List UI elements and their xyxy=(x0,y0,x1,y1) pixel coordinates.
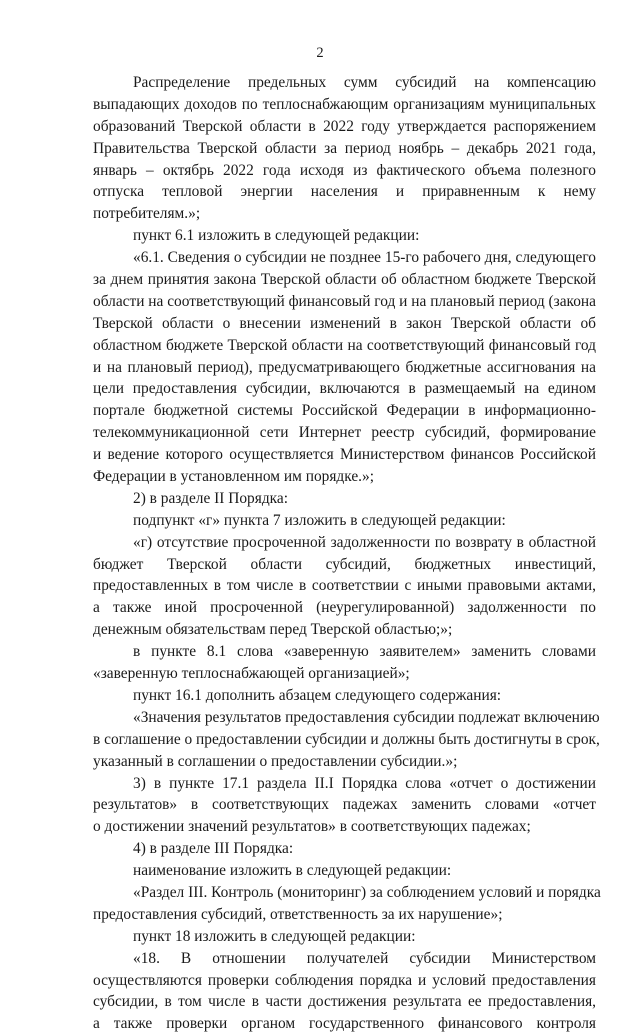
text-line: «18. В отношении получателей субсидии Министерством xyxy=(133,949,596,967)
text-line: 2) в разделе II Порядка: xyxy=(133,489,288,507)
text-line: образований Тверской области в 2022 году утверждается распоряжением xyxy=(93,117,596,135)
text-line: январь – октябрь 2022 года исходя из фактического объема полезного xyxy=(93,161,596,179)
text-line: портале бюджетной системы Российской Федерации в информационно- xyxy=(93,402,596,420)
text-line: Федерации в установленном им порядке.»; xyxy=(93,468,374,486)
text-line: «Значения результатов предоставления субсидии подлежат включению xyxy=(133,708,600,726)
text-line: телекоммуникационной сети Интернет реестр субсидий, формирование xyxy=(93,424,596,442)
text-line: предоставления субсидий, ответственность за их нарушение»; xyxy=(93,905,503,923)
text-line: денежным обязательствам перед Тверской областью;»; xyxy=(93,621,453,639)
text-line: выпадающих доходов по теплоснабжающим организациям муниципальных xyxy=(93,95,596,113)
text-line: и на плановый период), предусматривающего бюджетные ассигнования на xyxy=(93,358,596,376)
document-body xyxy=(93,72,601,1035)
text-line: субсидии, в том числе в части достижения результата ее предоставления, xyxy=(93,993,596,1011)
text-line: 4) в разделе III Порядка: xyxy=(133,840,294,858)
text-line: осуществляются проверки соблюдения порядка и условий предоставления xyxy=(93,971,596,989)
text-line: цели предоставления субсидии, включаются в размещаемый на едином xyxy=(93,380,596,398)
text-line: предоставленных в том числе в соответствии с иными правовыми актами, xyxy=(93,577,596,595)
text-line: «Раздел III. Контроль (мониторинг) за соблюдением условий и порядка xyxy=(133,883,601,901)
text-line: «6.1. Сведения о субсидии не позднее 15-го рабочего дня, следующего xyxy=(133,249,596,267)
text-line: и ведение которого осуществляется Министерством финансов Российской xyxy=(93,446,596,464)
text-line: области на соответствующий финансовый год и на плановый период (закона xyxy=(93,292,596,310)
text-line: Распределение предельных сумм субсидий на компенсацию xyxy=(133,74,596,91)
text-line: пункт 16.1 дополнить абзацем следующего содержания: xyxy=(133,686,502,704)
text-line: отпуска тепловой энергии населения и приравненным к нему xyxy=(93,183,596,201)
text-line: потребителям.»; xyxy=(93,205,201,223)
text-line: Правительства Тверской области за период ноябрь – декабрь 2021 года, xyxy=(93,139,596,157)
text-line: 3) в пункте 17.1 раздела II.I Порядка слова «отчет о достижении xyxy=(133,774,596,792)
text-line: за днем принятия закона Тверской области об областном бюджете Тверской xyxy=(93,271,596,289)
text-line: Тверской области о внесении изменений в закон Тверской области об xyxy=(93,314,596,332)
text-line: подпункт «г» пункта 7 изложить в следующей редакции: xyxy=(133,511,506,529)
text-line: результатов» в соответствующих падежах заменить словами «отчет xyxy=(93,796,596,814)
text-line: в соглашение о предоставлении субсидии и должны быть достигнуты в срок, xyxy=(93,730,600,748)
text-line: бюджет Тверской области субсидий, бюджетных инвестиций, xyxy=(93,555,596,573)
text-line: пункт 18 изложить в следующей редакции: xyxy=(133,927,416,945)
text-line: «заверенную теплоснабжающей организацией»; xyxy=(93,665,410,683)
text-line: а также иной просроченной (неурегулированной) задолженности по xyxy=(93,599,596,617)
text-line: «г) отсутствие просроченной задолженности по возврату в областной xyxy=(133,533,596,551)
text-line: о достижении значений результатов» в соответствующих падежах; xyxy=(93,818,531,836)
text-line: областном бюджете Тверской области на соответствующий финансовый год xyxy=(93,336,596,354)
text-line: указанный в соглашении о предоставлении субсидии.»; xyxy=(93,752,458,770)
text-line: а также проверки органом государственного финансового контроля xyxy=(93,1015,596,1033)
text-line: пункт 6.1 изложить в следующей редакции: xyxy=(133,227,420,245)
page-number: 2 xyxy=(316,45,324,61)
text-line: наименование изложить в следующей редакции: xyxy=(133,862,452,880)
text-line: в пункте 8.1 слова «заверенную заявителем» заменить словами xyxy=(133,643,596,661)
